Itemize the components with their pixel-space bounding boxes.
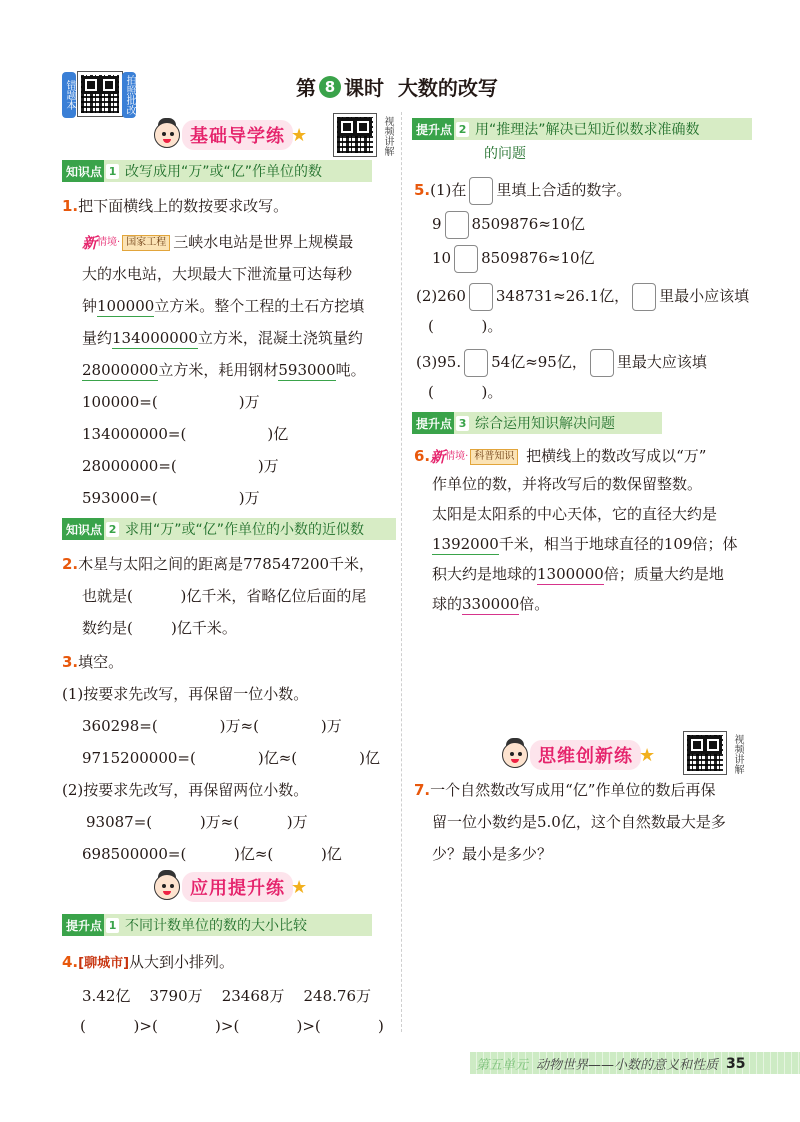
star-icon: ★ [291,876,308,898]
q1-answer-1[interactable]: 100000=( )万 [82,393,260,411]
answer-box[interactable] [454,245,478,273]
q3-sub1-a[interactable]: 360298=( )万≈( )万 [82,717,342,735]
improve-point-3: 提升点 3 综合运用知识解决问题 [412,412,662,434]
qr-code-icon [78,72,122,116]
q6-line6: 球的330000倍。 [432,595,550,613]
qr-code-icon [684,732,726,774]
q6-line5: 积大约是地球的1300000倍；质量大约是地 [432,565,724,583]
underlined-value: 134000000 [112,329,198,347]
knowledge-point-2: 知识点 2 求用“万”或“亿”作单位的小数的近似数 [62,518,396,540]
q3-sub2-b[interactable]: 698500000=( )亿≈( )亿 [82,845,342,863]
error-book-label: 错题本 [62,72,76,118]
photo-correct-label: 拍照批改 [122,72,136,118]
q6-line2: 作单位的数，并将改写后的数保留整数。 [432,475,703,493]
q7-line3: 少？最小是多少？ [432,845,553,863]
q5-line7[interactable]: ( )。 [428,383,503,401]
kp-text: 用“推理法”解决已知近似数求准确数 [475,122,700,138]
q4-order[interactable]: ( )>( )>( )>( ) [80,1017,384,1035]
q1-answer-3[interactable]: 28000000=( )万 [82,457,279,475]
kp-text: 综合运用知识解决问题 [475,416,616,432]
footer-unit: 第五单元 [476,1058,529,1073]
improve-point-2-cont: 的问题 [484,146,526,162]
kp-text: 改写成用“万”或“亿”作单位的数 [125,164,323,180]
column-divider [401,112,402,1032]
q1-line1 [82,232,353,252]
video-label: 视频讲解 [382,116,393,156]
q1-answer-2[interactable]: 134000000=( )亿 [82,425,289,443]
section-think-banner [500,738,655,772]
new-scenario-tag: 新 情境· 国家工程 [82,235,170,252]
q1-answer-4[interactable]: 593000=( )万 [82,489,260,507]
title-prefix: 第 [296,76,316,100]
q3-sub2-a[interactable]: 93087=( )万≈( )万 [86,813,308,831]
kid-face-icon [152,118,182,152]
underlined-value: 28000000 [82,361,159,379]
underlined-value: 100000 [97,297,155,315]
q3-sub1-b[interactable]: 9715200000=( )亿≈( )亿 [82,749,380,767]
underlined-value: 1300000 [537,565,604,583]
q1-stem-line [62,196,288,216]
improve-point-2: 提升点 2 用“推理法”解决已知近似数求准确数 [412,118,752,140]
star-icon: ★ [639,744,656,766]
video-label: 视频讲解 [732,734,743,774]
q6-line4: 1392000千米，相当于地球直径的109倍；体 [432,535,738,553]
answer-box[interactable] [445,211,469,239]
q5-line2: 9 8509876≈10亿 [432,210,585,239]
q5-line3: 10 8509876≈10亿 [432,244,595,273]
q3-stem: 3.填空。 [62,653,124,671]
underlined-value: 593000 [278,361,336,379]
answer-box[interactable] [590,349,614,377]
q3-sub2: (2)按要求先改写，再保留两位小数。 [62,781,309,799]
q1-text-1: 三峡水电站是世界上规模最 [173,233,354,251]
kp-tag: 知识点 [62,160,104,182]
q2-line2[interactable]: 也就是( )亿千米，省略亿位后面的尾 [82,587,367,605]
q1-line3: 钟100000立方米。整个工程的土石方挖填 [82,297,365,315]
q7-line1: 7.一个自然数改写成用“亿”作单位的数后再保 [414,781,716,799]
q4-items: 3.42亿 3790万 23468万 248.76万 [82,987,371,1005]
star-icon: ★ [291,124,308,146]
lesson-number-badge: 8 [319,76,341,98]
q5-line1: 5.(1)在 里填上合适的数字。 [414,176,631,205]
underlined-value: 1392000 [432,535,499,553]
left-tag-block [62,72,134,122]
answer-box[interactable] [464,349,488,377]
title-text: 课时 大数的改写 [344,76,498,100]
kp-num: 1 [106,164,119,179]
kid-face-icon [500,738,530,772]
footer [476,1054,746,1073]
kid-face-icon [152,870,182,904]
answer-box[interactable] [469,283,493,311]
qr-code-icon [334,114,376,156]
page-number: 35 [726,1055,746,1072]
underlined-value: 330000 [462,595,520,613]
section-apply-banner [152,870,307,904]
q4-stem: 4.[聊城市]从大到小排列。 [62,953,235,971]
kp-text: 求用“万”或“亿”作单位的小数的近似数 [125,522,365,538]
q1-line5: 28000000立方米，耗用钢材593000吨。 [82,361,366,379]
question-number: 1. [62,197,79,215]
kp-text: 不同计数单位的数的大小比较 [125,918,308,934]
answer-box[interactable] [632,283,656,311]
q5-line5[interactable]: ( )。 [428,317,503,335]
new-scenario-tag: 新 情境· 科普知识 [430,449,518,466]
answer-box[interactable] [469,177,493,205]
q7-line2: 留一位小数约是5.0亿，这个自然数最大是多 [432,813,726,831]
q1-stem: 把下面横线上的数按要求改写。 [78,197,289,215]
page-title [296,72,498,101]
q1-line2: 大的水电站，大坝最大下泄流量可达每秒 [82,265,353,283]
improve-point-1: 提升点 1 不同计数单位的数的大小比较 [62,914,372,936]
footer-title: 动物世界——小数的意义和性质 [536,1058,719,1073]
q6-line1: 6. 新 情境· 科普知识 把横线上的数改写成以“万” [414,447,707,466]
q3-sub1: (1)按要求先改写，再保留一位小数。 [62,685,309,703]
q5-line4: (2)260 348731≈26.1亿， 里最小应该填 [416,282,749,311]
q2-line3[interactable]: 数约是( )亿千米。 [82,619,237,637]
section-basic-title: 基础导学练 [182,120,293,150]
q1-line4: 量约134000000立方米，混凝土浇筑量约 [82,329,363,347]
q6-line3: 太阳是太阳系的中心天体，它的直径大约是 [432,505,718,523]
section-apply-title: 应用提升练 [182,872,293,902]
knowledge-point-1 [62,160,372,182]
section-basic-banner [152,118,307,152]
q2-line1: 2.木星与太阳之间的距离是778547200千米， [62,555,375,573]
section-think-title: 思维创新练 [530,740,641,770]
q5-line6: (3)95. 54亿≈95亿， 里最大应该填 [416,348,707,377]
city-tag: [聊城市] [78,956,130,971]
